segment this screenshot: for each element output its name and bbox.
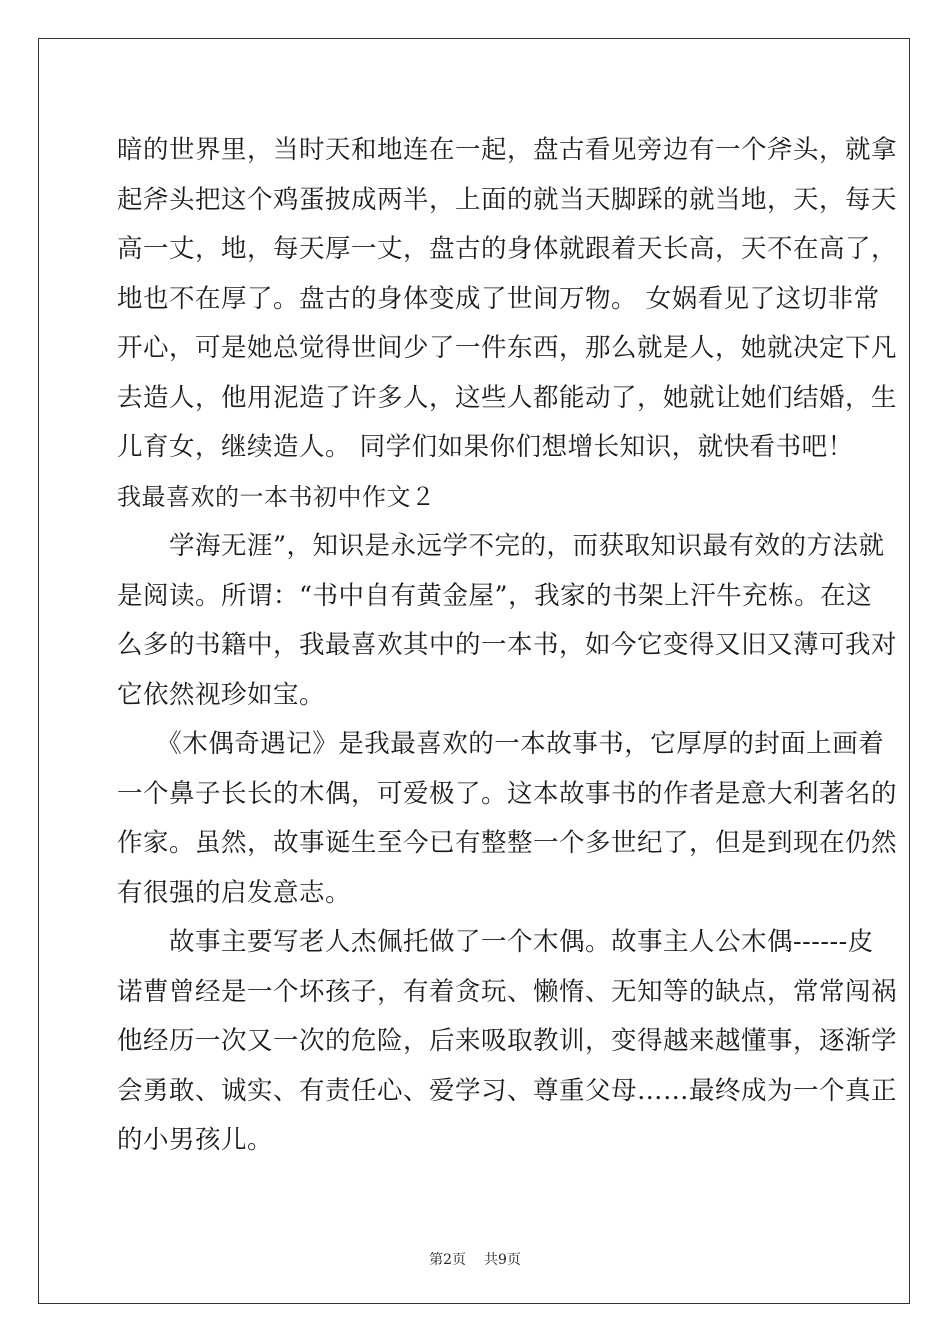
text-line: 暗的世界里，当时天和地连在一起，盘古看见旁边有一个斧头，就拿 — [117, 135, 898, 165]
paragraph-reading — [117, 522, 898, 720]
paragraph-pangu-story — [117, 126, 898, 473]
text-line: 么多的书籍中，我最喜欢其中的一本书，如今它变得又旧又薄可我对 — [117, 630, 898, 660]
text-line: 起斧头把这个鸡蛋披成两半，上面的就当天脚踩的就当地，天，每天 — [117, 184, 898, 215]
text-line: 它依然视珍如宝。 — [117, 679, 326, 710]
text-line: 儿育女，继续造人。 同学们如果你们想增长知识，就快看书吧！ — [117, 432, 854, 462]
essay-title — [117, 473, 833, 523]
text-line: 有很强的启发意志。 — [117, 877, 352, 908]
paragraph-story-summary — [117, 918, 898, 1166]
text-line: 一个鼻子长长的木偶，可爱极了。这本故事书的作者是意大利著名的 — [117, 778, 898, 809]
text-line: 地也不在厚了。盘古的身体变成了世间万物。 女娲看见了这切非常 — [117, 283, 880, 314]
text-line: 他经历一次又一次的危险，后来吸取教训，变得越来越懂事，逐渐学 — [117, 1026, 898, 1056]
page-footer — [0, 1249, 950, 1269]
text-line: 开心，可是她总觉得世间少了一件东西，那么就是人，她就决定下凡 — [117, 333, 898, 363]
total-pages: 共9页 — [484, 1252, 521, 1268]
text-line: 去造人，他用泥造了许多人，这些人都能动了，她就让她们结婚，生 — [117, 382, 898, 413]
text-line: 《木偶奇遇记》是我最喜欢的一本故事书，它厚厚的封面上画着 — [117, 729, 885, 759]
text-line: 是阅读。所谓：“书中自有黄金屋”，我家的书架上汗牛充栋。在这 — [117, 580, 873, 611]
text-line: 作家。虽然，故事诞生至今已有整整一个多世纪了，但是到现在仍然 — [117, 828, 898, 858]
text-line: 的小男孩儿。 — [117, 1125, 274, 1155]
document-body — [117, 126, 898, 1166]
text-line: 学海无涯”，知识是永远学不完的，而获取知识最有效的方法就 — [117, 531, 885, 561]
paragraph-pinocchio-book — [117, 720, 898, 918]
text-line: 诺曹曾经是一个坏孩子，有着贪玩、懒惰、无知等的缺点，常常闯祸 — [117, 976, 898, 1007]
text-line: 会勇敢、诚实、有责任心、爱学习、尊重父母……最终成为一个真正 — [117, 1075, 898, 1106]
text-line: 故事主要写老人杰佩托做了一个木偶。故事主人公木偶------皮 — [117, 927, 874, 957]
text-line: 高一丈，地，每天厚一丈，盘古的身体就跟着天长高，天不在高了， — [117, 234, 898, 264]
page-number: 第2页 — [429, 1252, 466, 1268]
essay-title-text: 我最喜欢的一本书初中作文２ — [117, 482, 436, 511]
